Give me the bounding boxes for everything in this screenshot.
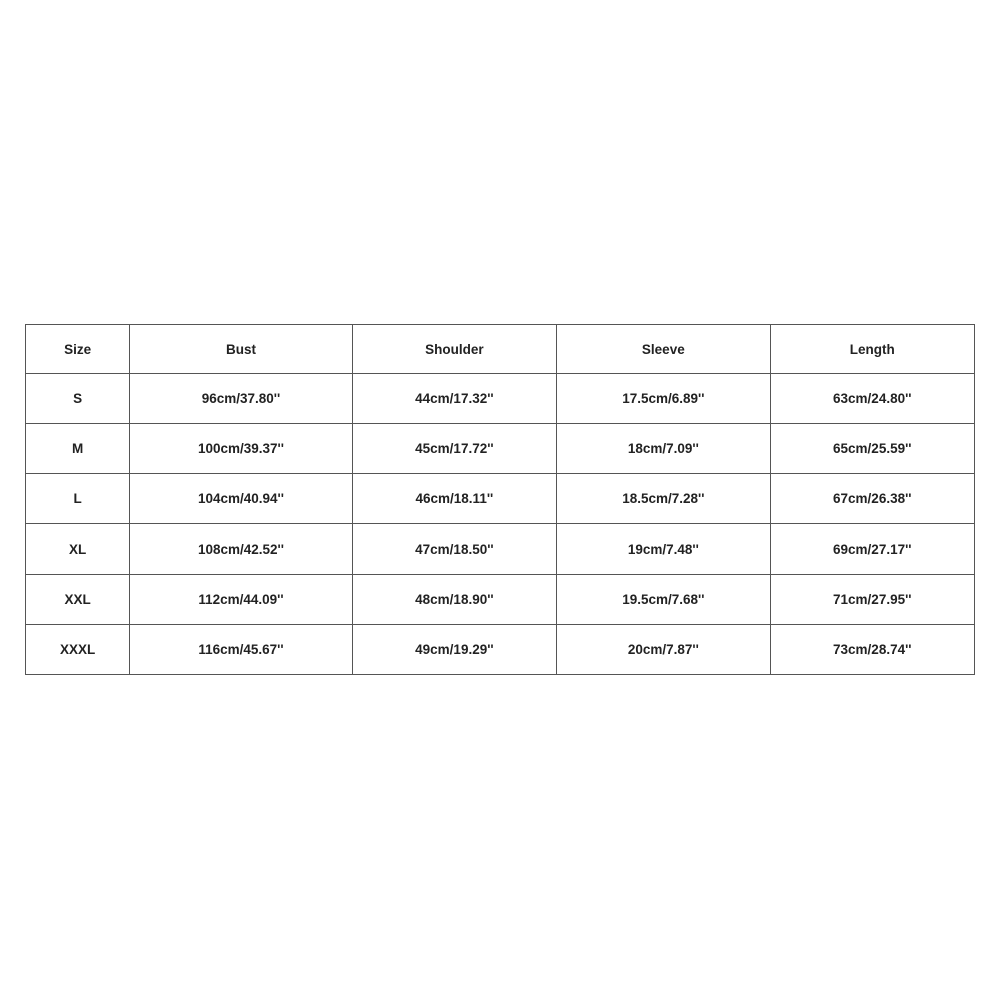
header-sleeve: Sleeve [557,325,770,374]
table-row [26,474,975,524]
table-row [26,574,975,624]
header-shoulder: Shoulder [352,325,556,374]
size-cell: S [26,374,130,424]
sleeve-cell: 18.5cm/7.28'' [557,474,770,524]
sleeve-cell: 18cm/7.09'' [557,424,770,474]
size-cell: M [26,424,130,474]
table-row [26,524,975,574]
sleeve-cell: 19cm/7.48'' [557,524,770,574]
size-cell: XL [26,524,130,574]
shoulder-cell: 48cm/18.90'' [352,574,556,624]
sleeve-cell: 19.5cm/7.68'' [557,574,770,624]
header-bust: Bust [130,325,352,374]
shoulder-cell: 46cm/18.11'' [352,474,556,524]
table-row [26,624,975,674]
length-cell: 63cm/24.80'' [770,374,974,424]
size-chart-table [25,324,975,675]
length-cell: 71cm/27.95'' [770,574,974,624]
sleeve-cell: 17.5cm/6.89'' [557,374,770,424]
table-row [26,424,975,474]
bust-cell: 100cm/39.37'' [130,424,352,474]
shoulder-cell: 44cm/17.32'' [352,374,556,424]
size-cell: XXXL [26,624,130,674]
bust-cell: 108cm/42.52'' [130,524,352,574]
length-cell: 65cm/25.59'' [770,424,974,474]
shoulder-cell: 47cm/18.50'' [352,524,556,574]
table-row [26,374,975,424]
header-row [26,325,975,374]
sleeve-cell: 20cm/7.87'' [557,624,770,674]
shoulder-cell: 49cm/19.29'' [352,624,556,674]
bust-cell: 116cm/45.67'' [130,624,352,674]
size-cell: L [26,474,130,524]
header-size: Size [26,325,130,374]
shoulder-cell: 45cm/17.72'' [352,424,556,474]
bust-cell: 96cm/37.80'' [130,374,352,424]
bust-cell: 104cm/40.94'' [130,474,352,524]
header-length: Length [770,325,974,374]
bust-cell: 112cm/44.09'' [130,574,352,624]
length-cell: 69cm/27.17'' [770,524,974,574]
length-cell: 67cm/26.38'' [770,474,974,524]
length-cell: 73cm/28.74'' [770,624,974,674]
size-cell: XXL [26,574,130,624]
